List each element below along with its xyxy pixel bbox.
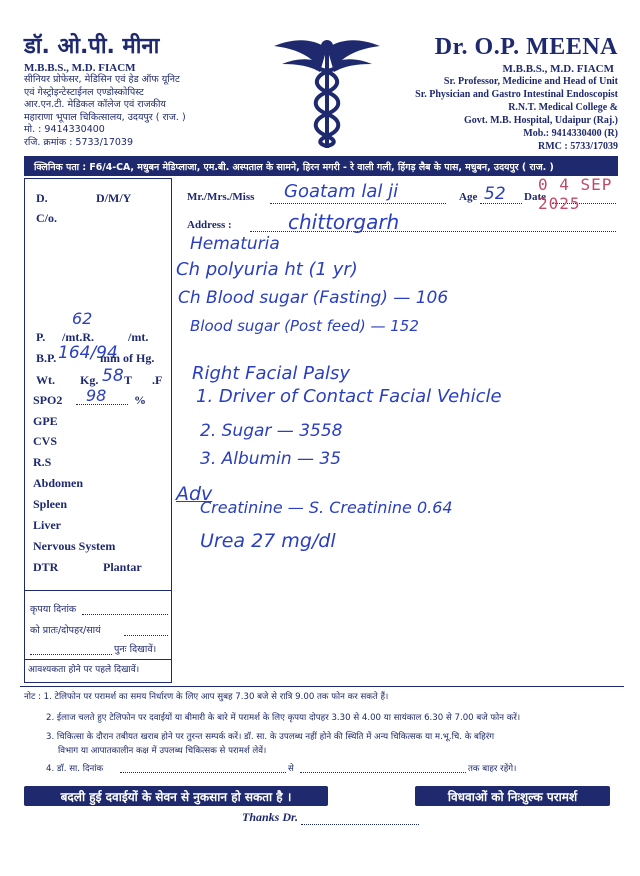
t-label: T (124, 373, 133, 387)
plantar-label: Plantar (103, 560, 142, 574)
widow-free-consult-pill (415, 786, 610, 806)
co-label: C/o. (36, 211, 57, 225)
system-abdomen: Abdomen (33, 476, 84, 490)
spo2-value: 98 (86, 386, 107, 405)
followup-time: को प्रातः/दोपहर/सायं (30, 625, 101, 636)
patient-address: chittorgarh (288, 210, 400, 234)
hindi-line-5: मो. : 9414330400 (24, 124, 105, 135)
d-label: D. (36, 191, 48, 205)
hindi-doctor-name: डॉ. ओ.पी. मीना (24, 34, 160, 59)
patient-name: Goatam lal ji (284, 181, 399, 202)
clinic-address-bar (24, 156, 618, 176)
english-line-3: R.N.T. Medical College & (508, 102, 618, 113)
date-label: Date (524, 191, 546, 203)
followup-show-again: पुनः दिखावें। (114, 644, 157, 655)
rx-line-7: 2. Sugar — 3558 (200, 421, 343, 441)
rx-line-6: 1. Driver of Contact Facial Vehicle (196, 386, 502, 407)
followup-if-needed: आवश्यकता होने पर पहले दिखावें। (28, 665, 140, 675)
rx-line-8: 3. Albumin — 35 (200, 449, 342, 469)
english-line-5: Mob.: 9414330400 (R) (523, 128, 618, 139)
wt-label: Wt. (36, 373, 55, 387)
rx-line-2: Ch polyuria ht (1 yr) (176, 259, 358, 280)
percent-label: % (134, 393, 146, 407)
english-line-1: Sr. Professor, Medicine and Head of Unit (443, 76, 618, 87)
system-gpe: GPE (33, 414, 58, 428)
note-2: 2. ईलाज चलते हुए टेलिफोन पर दवाईयों या बीमारी के बारे में परामर्श के लिए कृपया दोपहर 3.30 से 4.00 या सायंकाल 6.30 से 7.00 बजे फोन करें। (46, 713, 521, 723)
thanks-line (242, 810, 419, 825)
spo2-label: SPO2 (33, 393, 63, 407)
system-spleen: Spleen (33, 497, 68, 511)
thanks-label: Thanks Dr. (242, 810, 299, 824)
weight-value: 58 (102, 366, 124, 386)
rx-line-10: Creatinine — S. Creatinine 0.64 (200, 498, 453, 517)
note-4-start: 4. डॉ. सा. दिनांक (46, 764, 104, 774)
system-cvs: CVS (33, 434, 58, 448)
name-label: Mr./Mrs./Miss (187, 191, 255, 203)
p-label: P. (36, 330, 46, 344)
hindi-header (24, 30, 274, 149)
bp-value: 164/94 (58, 343, 118, 363)
english-line-4: Govt. M.B. Hospital, Udaipur (Raj.) (464, 115, 618, 126)
pulse-value: 62 (72, 309, 93, 328)
widow-free-consult-text: विधवाओं को निःशुल्क परामर्श (447, 789, 578, 804)
patient-age: 52 (484, 184, 506, 204)
mmhg-label: mm of Hg. (100, 351, 155, 365)
rx-line-5: Right Facial Palsy (192, 363, 351, 384)
hindi-degree: M.B.B.S., M.D. FIACM (24, 62, 136, 74)
note-4-end: तक बाहर रहेंगे। (468, 764, 517, 774)
hindi-line-4: महाराणा भूपाल चिकित्सालय, उदयपुर ( राज. ) (24, 111, 186, 123)
clinic-address: क्लिनिक पता : F6/4-CA, मधुबन मेडिप्लाजा, एम.बी. अस्पताल के सामने, हिरन मगरी - रे वाली गली, हिंगड़ लैब के पास, मधुबन, उदयपुर ( राज. ) (34, 161, 554, 173)
system-liver: Liver (33, 518, 61, 532)
mt-label: /mt. (128, 330, 149, 344)
date-stamp: 0 4 SEP 2025 (538, 175, 613, 213)
english-degree: M.B.B.S., M.D. FIACM (502, 63, 614, 75)
system-nervous: Nervous System (33, 539, 116, 553)
note-4-from: से (288, 764, 294, 774)
english-line-2: Sr. Physician and Gastro Intestinal Endoscopist (415, 89, 618, 100)
note-3-cont: विभाग या आपातकालीन कक्ष में उपलब्ध चिकित्सक से परामर्श लेवें। (58, 746, 267, 756)
age-label: Age (459, 191, 478, 203)
rx-line-1: Hematuria (190, 234, 280, 254)
hindi-line-2: एवं गेस्ट्रोइन्टेस्टाईनल एण्डोस्कोपिस्ट (24, 86, 144, 98)
warning-pill (24, 786, 328, 806)
english-line-6: RMC : 5733/17039 (538, 141, 618, 152)
bp-label: B.P. (36, 351, 57, 365)
followup-date: कृपया दिनांक (30, 604, 77, 615)
system-rs: R.S (33, 455, 52, 469)
f-label: .F (152, 373, 163, 387)
rx-line-3: Ch Blood sugar (Fasting) — 106 (178, 288, 449, 308)
warning-text: बदली हुई दवाईयों के सेवन से नुकसान हो सकता है । (60, 789, 292, 804)
hindi-line-1: सीनियर प्रोफेसर, मेडिसिन एवं हेड ऑफ यूनिट (24, 74, 180, 85)
hindi-line-3: आर.एन.टी. मेडिकल कॉलेज एवं राजकीय (24, 99, 166, 110)
kg-label: Kg. (80, 373, 99, 387)
rx-line-11: Urea 27 mg/dl (200, 530, 336, 552)
note-3: 3. चिकित्सा के दौरान तबीयत खराब होने पर तुरन्त सम्पर्क करें। डॉ. सा. के उपलब्ध नहीं होने की स्थिति में अन्य चिकित्सक या म.भू.चि. के बहिरंग (46, 732, 495, 742)
english-doctor-name: Dr. O.P. MEENA (434, 34, 618, 60)
address-label: Address : (187, 219, 232, 231)
dmy-label: D/M/Y (96, 191, 132, 205)
english-header (358, 34, 618, 153)
mtr-label: /mt.R. (62, 330, 94, 344)
hindi-line-6: रजि. क्रमांक : 5733/17039 (24, 136, 134, 148)
rx-line-9: Adv (176, 483, 213, 505)
dtr-label: DTR (33, 560, 59, 574)
rx-line-4: Blood sugar (Post feed) — 152 (190, 317, 419, 335)
note-1: नोट : 1. टेलिफोन पर परामर्श का समय निर्धारण के लिए आप सुबह 7.30 बजे से रात्रि 9.00 तक फोन कर सकते हैं। (24, 692, 389, 702)
